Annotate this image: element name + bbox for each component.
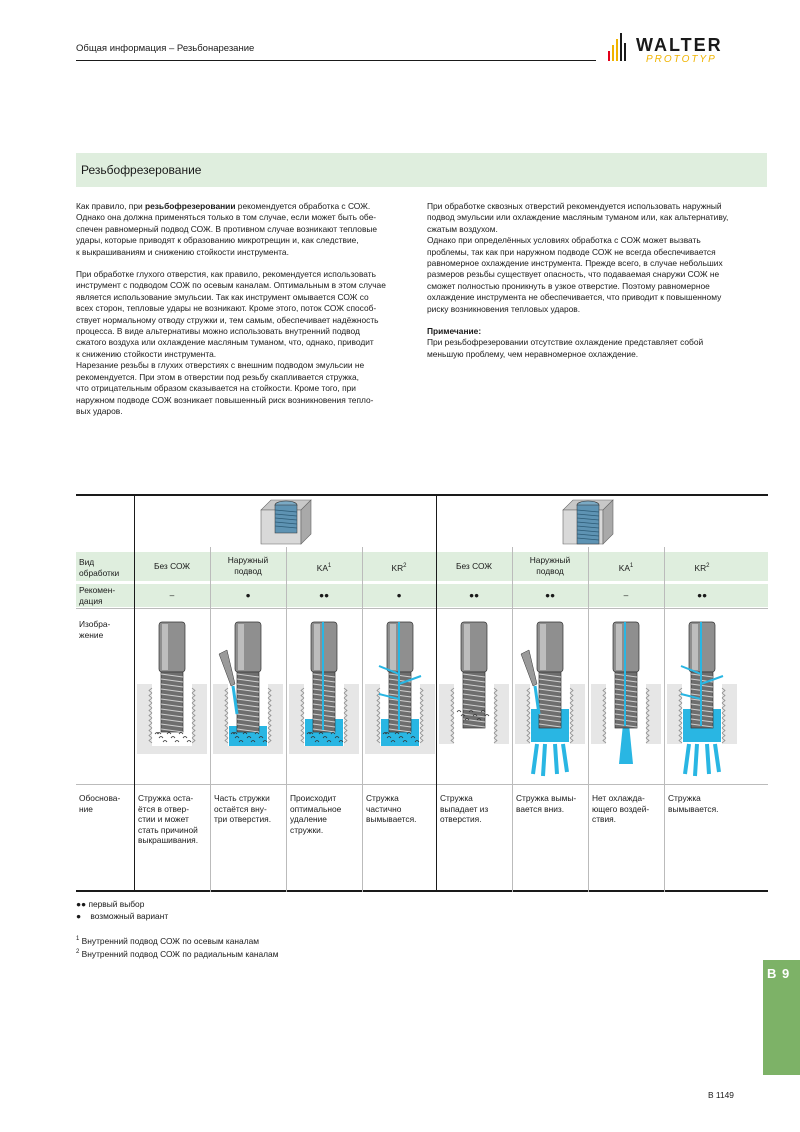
column-divider: [436, 494, 437, 892]
cell-type: [286, 561, 362, 573]
cell-reason-text: выпадает из: [440, 803, 489, 814]
cell-reason-text: Стружка вымы-: [516, 793, 577, 803]
cell-reason: [214, 793, 271, 825]
cell-type: [362, 561, 436, 573]
text-line: риску возникновения тепловых ударов.: [427, 303, 581, 314]
row-label-image: Изобра- жение: [79, 619, 111, 640]
cell-reason: [668, 793, 718, 814]
cell-reason-text: Стружка: [440, 793, 473, 803]
cell-type-text: KR: [694, 562, 707, 573]
text-line: является использование эмульсии. Так как инструмент омывается СОЖ со: [76, 291, 369, 302]
cell-reason-text: отверстия.: [440, 814, 482, 824]
cell-reason-text: оптимальное: [290, 803, 342, 814]
intro-lines: [76, 212, 377, 256]
cell-type-text: KA: [316, 562, 328, 573]
footnote-ref: 2: [403, 563, 407, 569]
footnote-2: $^2$ Внутренний подвод СОЖ по радиальным каналам: [76, 949, 279, 960]
thread-mill-illustration: [365, 614, 435, 779]
cell-recommendation: –: [623, 590, 629, 600]
text-line: охлаждение инструмента не обеспечивается, что приводит к повышенному: [427, 292, 722, 303]
cell-reason: [290, 793, 341, 835]
note-lines: [427, 337, 703, 358]
section-title-bar: [76, 153, 767, 187]
cell-reason-text: стии и может: [138, 814, 189, 824]
blind-hole-icon: [256, 498, 316, 548]
legend: [76, 899, 168, 922]
text-line: сжатым воздухом.: [427, 223, 498, 234]
thread-mill-illustration: [289, 614, 359, 779]
row-label-reason: Обоснова- ние: [79, 793, 121, 814]
intro-text-rest: рекомендуется обработка с СОЖ.: [235, 201, 371, 211]
cell-type-text: KA: [618, 562, 630, 573]
row-label-recommend: Рекомен- дация: [79, 585, 116, 606]
paragraph-blind-hole: [76, 269, 416, 417]
cell-reason: [516, 793, 576, 814]
text-column-left: [76, 201, 416, 417]
cell-reason-text: вается вниз.: [516, 803, 565, 814]
thread-mill-illustration: [137, 614, 207, 779]
text-line: инструмент с подводом СОЖ по осевым каналам. Оптимальным в этом случае: [76, 280, 386, 291]
note-title: Примечание:: [427, 326, 482, 337]
cell-type: [512, 555, 588, 576]
cell-reason: [138, 793, 198, 846]
cell-reason-text: частично: [366, 803, 402, 814]
text-line: сможет полностью проникнуть в узкое отверстие. Поэтому равномерное: [427, 280, 710, 291]
legend-first-choice: ●● первый выбор: [76, 899, 145, 909]
text-line: Однако она должна применяться только в том случае, если может быть обе-: [76, 212, 377, 223]
cell-reason-text: ётся в отвер-: [138, 803, 189, 814]
cell-recommendation: ●: [245, 590, 251, 600]
cell-reason-text: стать причиной: [138, 824, 198, 835]
footnote-1: $^1$ Внутренний подвод СОЖ по осевым каналам: [76, 935, 260, 946]
cell-reason-text: ющего воздей-: [592, 803, 650, 814]
footnote-ref: 1: [629, 563, 634, 569]
cell-type-text: Без СОЖ: [153, 561, 191, 571]
cell-reason: [440, 793, 488, 825]
cell-type-text: подвод: [536, 565, 564, 576]
cell-reason-text: ствия.: [592, 814, 617, 824]
cell-recommendation: ●●: [468, 590, 480, 600]
thread-mill-illustration: [213, 614, 283, 779]
cell-reason-text: Происходит: [290, 793, 337, 803]
cell-reason-text: Стружка: [668, 793, 701, 803]
cell-type-text: Наружный: [227, 555, 269, 565]
cell-type: [210, 555, 286, 576]
text-line: ствует нормальному отводу стружки и, тем самым, обеспечивает надёжность: [76, 314, 379, 325]
cell-reason-text: Стружка оста-: [138, 793, 194, 803]
coolant-comparison-table: [76, 494, 768, 892]
cell-type-text: Без СОЖ: [455, 561, 493, 571]
cell-reason: [592, 793, 649, 825]
blind-hole-lines: [76, 269, 386, 416]
text-line: процесса. В виде альтернативы можно использовать внутренний подвод: [76, 326, 360, 337]
intro-text-start: Как правило, при: [76, 201, 145, 211]
text-line: наружном подводе СОЖ возникает повышенный риск возникновения тепло-: [76, 394, 374, 405]
paragraph-intro: [76, 201, 416, 258]
cell-recommendation: –: [169, 590, 175, 600]
text-line: равномерное охлаждение инструмента. Прежде всего, в случае небольших: [427, 258, 723, 269]
cell-reason-text: Нет охлажда-: [592, 793, 645, 803]
cell-reason-text: остаётся вну-: [214, 803, 267, 814]
text-line: вых ударов.: [76, 405, 123, 416]
cell-type-text: KR: [391, 562, 404, 573]
text-line: к выкрашиваниям и снижению стойкости инструмента.: [76, 246, 289, 257]
footnotes: [76, 934, 278, 961]
text-line: Однако при определённых условиях обработка с СОЖ может вызвать: [427, 235, 701, 246]
cell-reason-text: удаление: [290, 814, 327, 824]
page-header-title: Общая информация – Резьбонарезание: [76, 43, 255, 54]
text-line: При обработке глухого отверстия, как правило, рекомендуется использовать: [76, 269, 376, 280]
cell-type: [664, 561, 740, 573]
through-hole-lines: [427, 201, 728, 314]
thread-mill-illustration: [591, 614, 661, 779]
cell-reason-text: три отверстия.: [214, 814, 272, 824]
text-line: проблемы, так как при наружном подводе СОЖ не всегда обеспечивается: [427, 246, 716, 257]
through-hole-icon: [558, 498, 618, 548]
walter-logo: [606, 33, 746, 69]
paragraph-through-hole: [427, 201, 767, 315]
text-line: к снижению стойкости инструмента.: [76, 348, 217, 359]
cell-recommendation: ●●: [318, 590, 330, 600]
cell-recommendation: ●: [396, 590, 402, 600]
cell-type: [436, 561, 512, 572]
cell-type: [134, 561, 210, 572]
cell-reason-text: Часть стружки: [214, 793, 270, 803]
text-column-right: [427, 201, 767, 360]
logo-subword: PROTOTYP: [646, 54, 717, 65]
cell-type-text: подвод: [234, 565, 262, 576]
text-line: удары, которые приводят к образованию микротрещин и, как следствие,: [76, 235, 359, 246]
cell-type: [588, 561, 664, 573]
cell-reason-text: Стружка: [366, 793, 399, 803]
text-line: всех сторон, тепловые удары не возникают. Кроме этого, поток СОЖ способ-: [76, 303, 377, 314]
text-line: сжатого воздуха или охлаждение масляным туманом, что, однако, приводит: [76, 337, 374, 348]
cell-type-text: Наружный: [529, 555, 571, 565]
text-line: меньшую проблему, чем неравномерное охлаждение.: [427, 348, 639, 359]
chapter-tab[interactable]: [763, 960, 800, 1075]
cell-reason-text: стружки.: [290, 824, 324, 835]
cell-reason: [366, 793, 416, 825]
table-top-rule: [76, 494, 768, 496]
thread-mill-illustration: [515, 614, 585, 779]
column-divider: [134, 494, 135, 892]
text-line: При резьбофрезеровании отсутствие охлаждение представляет собой: [427, 337, 704, 348]
cell-recommendation: ●●: [544, 590, 556, 600]
header-rule: [76, 60, 596, 61]
footnote-ref: 1: [327, 563, 332, 569]
text-line: что отрицательным образом сказывается на стойкости. Кроме того, при: [76, 383, 356, 394]
chapter-tab-label: B 9: [767, 966, 791, 981]
legend-possible: ● возможный вариант: [76, 910, 169, 921]
thread-mill-illustration: [439, 614, 509, 779]
footnote-ref: 2: [706, 563, 710, 569]
cell-reason-text: вымывается.: [668, 803, 719, 814]
page-number: B 1149: [708, 1090, 734, 1100]
paragraph-note: [427, 326, 767, 360]
section-title: Резьбофрезерование: [81, 163, 202, 177]
logo-word: WALTER: [636, 35, 723, 55]
text-line: спечен равномерный подвод СОЖ. В противном случае возникают тепловые: [76, 223, 378, 234]
text-line: подвод эмульсии или охлаждение масляным туманом или, как альтернативу,: [427, 212, 729, 223]
row-label-type: Вид обработки: [79, 557, 120, 578]
text-line: Нарезание резьбы в глухих отверстиях с внешним подводом эмульсии не: [76, 360, 365, 371]
cell-recommendation: ●●: [696, 590, 708, 600]
thread-mill-illustration: [667, 614, 737, 779]
intro-bold-term: резьбофрезеровании: [145, 201, 236, 211]
cell-reason-text: вымывается.: [366, 814, 417, 824]
cell-reason-text: выкрашивания.: [138, 835, 199, 845]
text-line: размеров резьбы существует опасность, что подаваемая снаружи СОЖ не: [427, 269, 720, 280]
text-line: При обработке сквозных отверстий рекомендуется использовать наружный: [427, 201, 722, 211]
text-line: рекомендуется. При этом в отверстии под резьбу скапливается стружка,: [76, 371, 359, 382]
